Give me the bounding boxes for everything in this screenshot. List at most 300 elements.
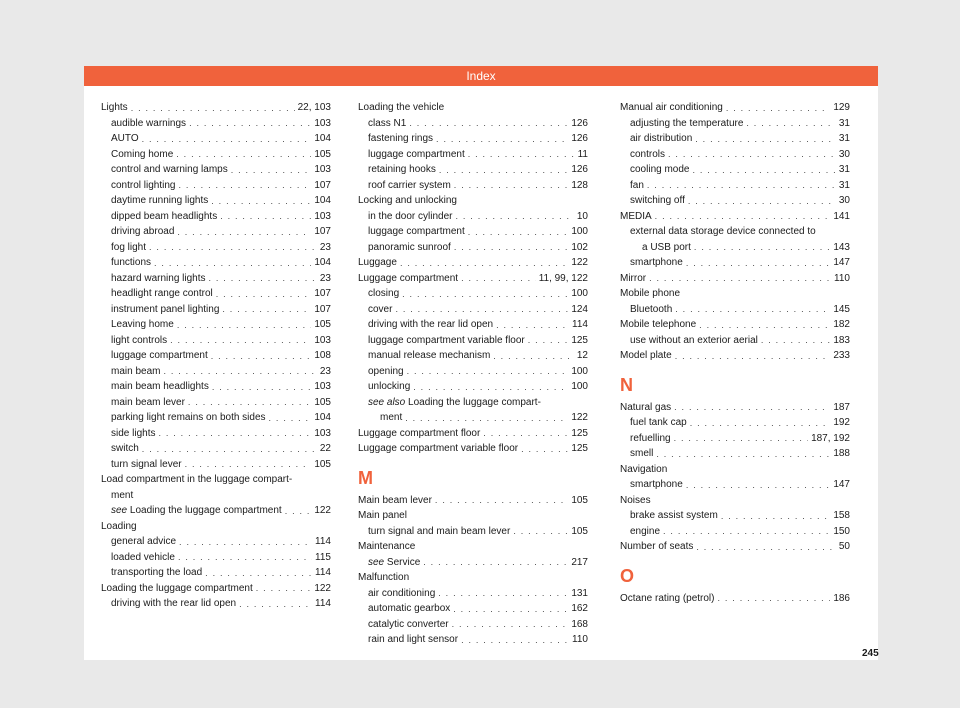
index-entry [101, 255, 331, 271]
index-entry [358, 271, 588, 287]
index-entry [358, 240, 588, 256]
entry-page: 103 [314, 117, 331, 129]
entry-page: 31 [838, 164, 850, 175]
dot-leader [649, 271, 831, 286]
dot-leader [718, 591, 831, 606]
entry-term: air conditioning [368, 587, 436, 599]
entry-page: 115 [315, 551, 331, 563]
entry-page: 131 [571, 587, 588, 599]
index-entry [101, 271, 331, 287]
entry-term: Model plate [620, 350, 672, 361]
dot-leader [696, 540, 836, 555]
index-entry [358, 601, 588, 617]
entry-term: Leaving home [111, 319, 174, 330]
index-entry [101, 224, 331, 240]
entry-term: roof carrier system [368, 179, 451, 191]
dot-leader [189, 116, 311, 131]
entry-page: 22, 103 [297, 102, 331, 113]
entry-term: control and warning lamps [111, 164, 228, 175]
see-also-reference: see also Loading the luggage compart- [368, 396, 541, 408]
index-entry [358, 348, 588, 364]
entry-page: 30 [838, 195, 850, 206]
index-entry [620, 255, 850, 271]
dot-leader [438, 586, 568, 601]
index-entry [620, 446, 850, 462]
dot-leader [177, 225, 311, 240]
entry-page: 182 [833, 319, 850, 330]
entry-page: 103 [314, 427, 331, 439]
index-entry [620, 178, 850, 194]
entry-term: general advice [111, 536, 177, 547]
entry-page: 114 [315, 598, 331, 609]
dot-leader [746, 116, 835, 131]
entry-term: switch [111, 443, 139, 454]
index-entry [358, 162, 588, 178]
index-entry [358, 493, 588, 509]
index-entry [358, 632, 588, 648]
dot-leader [216, 287, 312, 302]
entry-page: 22 [319, 443, 331, 454]
entry-term: audible warnings [111, 117, 187, 129]
index-entry [101, 379, 331, 395]
dot-leader [695, 132, 836, 147]
entry-term: hazard warning lights [111, 272, 206, 284]
entry-term: air distribution [630, 133, 693, 144]
dot-leader [483, 426, 568, 441]
index-entry [358, 147, 588, 163]
entry-term: driving abroad [111, 226, 175, 237]
index-entry: a USB port . . . 143 [620, 240, 850, 256]
index-entry [358, 255, 588, 271]
entry-term: closing [368, 288, 400, 299]
index-entry [101, 410, 331, 426]
entry-term: driving with the rear lid open [368, 319, 494, 330]
dot-leader [468, 225, 569, 240]
entry-term: main beam lever [111, 396, 185, 408]
index-entry: external data storage device connected to [630, 226, 816, 237]
entry-term: automatic gearbox [368, 603, 451, 614]
dot-leader [528, 333, 569, 348]
index-heading: Noises [620, 494, 651, 506]
index-heading: Malfunction [358, 572, 410, 583]
dot-leader [435, 493, 568, 508]
see-reference: see [111, 505, 128, 516]
entry-page: 100 [571, 288, 588, 299]
dot-leader [163, 364, 316, 379]
entry-term: dipped beam headlights [111, 210, 218, 222]
dot-leader [692, 163, 835, 178]
index-entry [620, 539, 850, 555]
index-entry [101, 364, 331, 380]
index-entry [358, 586, 588, 602]
index-entry [101, 395, 331, 411]
index-entry [620, 162, 850, 178]
dot-leader [179, 535, 312, 550]
index-entry [620, 508, 850, 524]
dot-leader [493, 349, 574, 364]
index-entry [620, 333, 850, 349]
dot-leader [656, 447, 830, 462]
dot-leader [178, 178, 311, 193]
entry-page: 105 [314, 148, 331, 160]
index-entry [101, 100, 331, 116]
entry-page: 11, 99, 122 [538, 272, 588, 284]
entry-term: control lighting [111, 179, 176, 191]
index-entry [358, 426, 588, 442]
entry-page: 105 [314, 396, 331, 408]
index-entry [620, 400, 850, 416]
dot-leader [726, 101, 830, 116]
entry-term: Mobile telephone [620, 319, 697, 330]
index-entry: see Service . . . 217 [358, 555, 588, 571]
index-entry [620, 415, 850, 431]
entry-page: 103 [314, 210, 331, 222]
entry-page: 114 [315, 536, 331, 547]
entry-term: switching off [630, 195, 685, 206]
index-entry [358, 617, 588, 633]
page-title: Index [84, 66, 878, 86]
entry-term: smartphone [630, 257, 683, 268]
entry-term: panoramic sunroof [368, 241, 451, 253]
dot-leader [395, 302, 568, 317]
entry-page: 187 [833, 401, 850, 413]
entry-term: Natural gas [620, 401, 672, 413]
entry-page: 129 [833, 102, 850, 113]
index-entry: in the door cylinder . . . 10 [358, 209, 588, 225]
dot-leader [454, 178, 569, 193]
dot-leader [674, 400, 830, 415]
index-entry [620, 348, 850, 364]
index-entry [358, 178, 588, 194]
index-heading: Navigation [620, 463, 668, 475]
entry-page: 125 [571, 443, 588, 454]
entry-page: 192 [833, 417, 850, 428]
index-entry [620, 116, 850, 132]
entry-term: Lights [101, 102, 128, 113]
entry-page: 100 [571, 365, 588, 377]
index-entry [101, 333, 331, 349]
dot-leader [176, 147, 311, 162]
index-heading: Load compartment in the luggage compart- [101, 474, 293, 485]
entry-page: 107 [314, 288, 331, 299]
entry-page: 125 [571, 334, 588, 346]
entry-page: 103 [314, 164, 331, 175]
entry-term: Number of seats [620, 541, 694, 552]
entry-page: 104 [314, 257, 331, 268]
entry-page: 158 [833, 510, 850, 521]
index-entry [101, 426, 331, 442]
dot-leader [170, 333, 311, 348]
entry-page: 147 [833, 257, 850, 268]
entry-page: 107 [314, 226, 331, 237]
entry-term: parking light remains on both sides [111, 412, 266, 423]
index-entry [101, 286, 331, 302]
entry-term: instrument panel lighting [111, 303, 220, 315]
dot-leader [131, 101, 295, 116]
entry-page: 145 [833, 303, 850, 315]
entry-page: 183 [833, 334, 850, 346]
index-entry [620, 147, 850, 163]
dot-leader [436, 132, 568, 147]
entry-page: 233 [833, 350, 850, 361]
dot-leader [461, 633, 569, 648]
dot-leader [239, 597, 312, 612]
index-entry [101, 302, 331, 318]
entry-term: main beam headlights [111, 381, 209, 392]
entry-term: catalytic converter [368, 618, 449, 630]
dot-leader [668, 147, 836, 162]
dot-leader [158, 426, 311, 441]
entry-page: 108 [314, 350, 331, 361]
dot-leader [699, 318, 830, 333]
index-entry [358, 302, 588, 318]
dot-leader [222, 302, 311, 317]
index-entry [620, 193, 850, 209]
entry-term: fuel tank cap [630, 417, 687, 428]
dot-leader [655, 209, 831, 224]
entry-page: 141 [833, 210, 850, 222]
dot-leader [211, 349, 312, 364]
index-entry [620, 302, 850, 318]
index-column-3 [620, 100, 850, 606]
entry-term: fan [630, 179, 644, 191]
index-entry [620, 209, 850, 225]
index-entry [358, 286, 588, 302]
entry-term: loaded vehicle [111, 551, 175, 563]
entry-term: driving with the rear lid open [111, 598, 237, 609]
index-entry [620, 477, 850, 493]
entry-term: unlocking [368, 381, 411, 392]
index-entry [101, 596, 331, 612]
dot-leader [688, 194, 836, 209]
page-number: 245 [862, 648, 879, 659]
index-entry [620, 524, 850, 540]
entry-page: 105 [314, 458, 331, 470]
entry-page: 23 [319, 272, 331, 284]
entry-term: cooling mode [630, 164, 690, 175]
entry-term: luggage compartment [111, 350, 208, 361]
index-entry [358, 441, 588, 457]
dot-leader [761, 333, 830, 348]
index-entry [101, 131, 331, 147]
index-entry [101, 441, 331, 457]
dot-leader [400, 256, 568, 271]
index-entry [101, 178, 331, 194]
index-entry [101, 565, 331, 581]
dot-leader [413, 380, 568, 395]
entry-term: Manual air conditioning [620, 102, 723, 113]
index-entry [101, 534, 331, 550]
entry-page: 11 [577, 148, 588, 160]
entry-page: 110 [572, 634, 588, 645]
dot-leader [686, 256, 831, 271]
entry-term: Coming home [111, 148, 174, 160]
dot-leader [690, 416, 831, 431]
entry-term: AUTO [111, 133, 139, 144]
dot-leader [663, 524, 830, 539]
index-heading-cont: ment [111, 489, 134, 501]
entry-page: 114 [315, 567, 331, 578]
dot-leader [674, 431, 808, 446]
entry-term: retaining hooks [368, 164, 436, 175]
entry-term: fastening rings [368, 133, 434, 144]
index-heading: Maintenance [358, 541, 416, 552]
index-column-2 [358, 100, 588, 648]
dot-leader [452, 617, 569, 632]
index-entry [101, 147, 331, 163]
index-entry [620, 317, 850, 333]
index-entry [358, 131, 588, 147]
dot-leader [402, 287, 568, 302]
entry-page: 186 [833, 592, 850, 604]
index-entry: ment . . . 122 [358, 410, 588, 426]
entry-term: refuelling [630, 432, 671, 444]
entry-term: brake assist system [630, 510, 718, 521]
index-column-1 [101, 100, 331, 612]
entry-page: 102 [571, 241, 588, 253]
index-entry [101, 581, 331, 597]
index-entry: class N1 . . . 126 [358, 116, 588, 132]
entry-page: 100 [571, 226, 588, 237]
entry-page: 128 [571, 179, 588, 191]
entry-page: 104 [314, 133, 331, 144]
index-entry [358, 317, 588, 333]
entry-term: light controls [111, 334, 168, 346]
index-entry [358, 224, 588, 240]
dot-leader [269, 411, 312, 426]
dot-leader [647, 178, 836, 193]
dot-leader [439, 163, 568, 178]
dot-leader [453, 602, 568, 617]
entry-page: 103 [314, 334, 331, 346]
dot-leader [675, 349, 831, 364]
entry-term: Luggage [358, 257, 397, 268]
entry-page: 125 [571, 427, 588, 439]
entry-page: 31 [838, 133, 850, 144]
entry-page: 23 [319, 241, 331, 253]
dot-leader [209, 271, 317, 286]
entry-page: 105 [571, 494, 588, 506]
index-entry: see Loading the luggage compartment . . . 122 [101, 503, 331, 519]
section-letter-o: O [620, 565, 635, 586]
dot-leader [461, 271, 536, 286]
index-heading: Mobile phone [620, 288, 681, 299]
entry-term: Luggage compartment floor [358, 427, 481, 439]
dot-leader [468, 147, 575, 162]
entry-term: engine [630, 525, 661, 537]
dot-leader [407, 364, 569, 379]
index-entry [101, 209, 331, 225]
dot-leader [149, 240, 317, 255]
entry-page: 12 [576, 350, 588, 361]
index-entry [101, 193, 331, 209]
entry-term: turn signal lever [111, 458, 182, 470]
entry-page: 110 [834, 272, 850, 284]
dot-leader [211, 194, 311, 209]
entry-page: 104 [314, 195, 331, 206]
entry-term: fog light [111, 241, 147, 253]
index-entry [358, 379, 588, 395]
entry-page: 31 [838, 117, 850, 129]
entry-page: 126 [571, 164, 588, 175]
index-heading: Main panel [358, 510, 407, 521]
index-entry [101, 116, 331, 132]
entry-page: 105 [314, 319, 331, 330]
entry-page: 122 [314, 582, 331, 594]
entry-page: 162 [571, 603, 588, 614]
dot-leader [496, 318, 569, 333]
entry-page: 50 [838, 541, 850, 552]
dot-leader [220, 209, 311, 224]
section-letter-n: N [620, 374, 633, 395]
dot-leader [212, 380, 311, 395]
entry-term: Luggage compartment variable floor [358, 443, 519, 454]
entry-page: 147 [833, 479, 850, 490]
dot-leader [142, 442, 317, 457]
entry-term: side lights [111, 427, 156, 439]
entry-term: headlight range control [111, 288, 213, 299]
index-entry [101, 550, 331, 566]
entry-page: 30 [838, 148, 850, 160]
section-letter-m: M [358, 467, 373, 488]
entry-term: adjusting the temperature [630, 117, 744, 129]
entry-term: smell [630, 448, 654, 459]
dot-leader [721, 509, 831, 524]
entry-term: rain and light sensor [368, 634, 459, 645]
dot-leader [177, 318, 311, 333]
entry-page: 100 [571, 381, 588, 392]
dot-leader [154, 256, 311, 271]
entry-term: Loading the luggage compartment [101, 582, 253, 594]
index-entry [358, 333, 588, 349]
entry-term: MEDIA [620, 210, 652, 222]
entry-page: 104 [314, 412, 331, 423]
entry-page: 114 [572, 319, 588, 330]
entry-term: Luggage compartment [358, 272, 459, 284]
entry-page: 150 [833, 525, 850, 537]
index-heading: Loading [101, 520, 137, 532]
index-entry [101, 348, 331, 364]
entry-term: daytime running lights [111, 195, 209, 206]
index-entry [620, 431, 850, 447]
index-entry [101, 457, 331, 473]
entry-term: Mirror [620, 272, 647, 284]
entry-term: luggage compartment [368, 226, 465, 237]
entry-page: 122 [571, 257, 588, 268]
index-entry [620, 591, 850, 607]
dot-leader [675, 302, 830, 317]
index-entry [620, 131, 850, 147]
entry-page: 126 [571, 133, 588, 144]
entry-term: controls [630, 148, 666, 160]
entry-term: functions [111, 257, 152, 268]
dot-leader [142, 132, 312, 147]
dot-leader [205, 566, 312, 581]
index-heading: Loading the vehicle [358, 102, 445, 113]
index-entry [620, 100, 850, 116]
dot-leader [188, 395, 311, 410]
dot-leader [178, 550, 312, 565]
index-entry [620, 271, 850, 287]
entry-page: 124 [571, 303, 588, 315]
index-entry [101, 162, 331, 178]
index-entry: turn signal and main beam lever . . . 105 [358, 524, 588, 540]
entry-term: Bluetooth [630, 303, 673, 315]
entry-page: 188 [833, 448, 850, 459]
dot-leader [521, 442, 568, 457]
entry-page: 107 [314, 303, 331, 315]
entry-term: opening [368, 365, 404, 377]
